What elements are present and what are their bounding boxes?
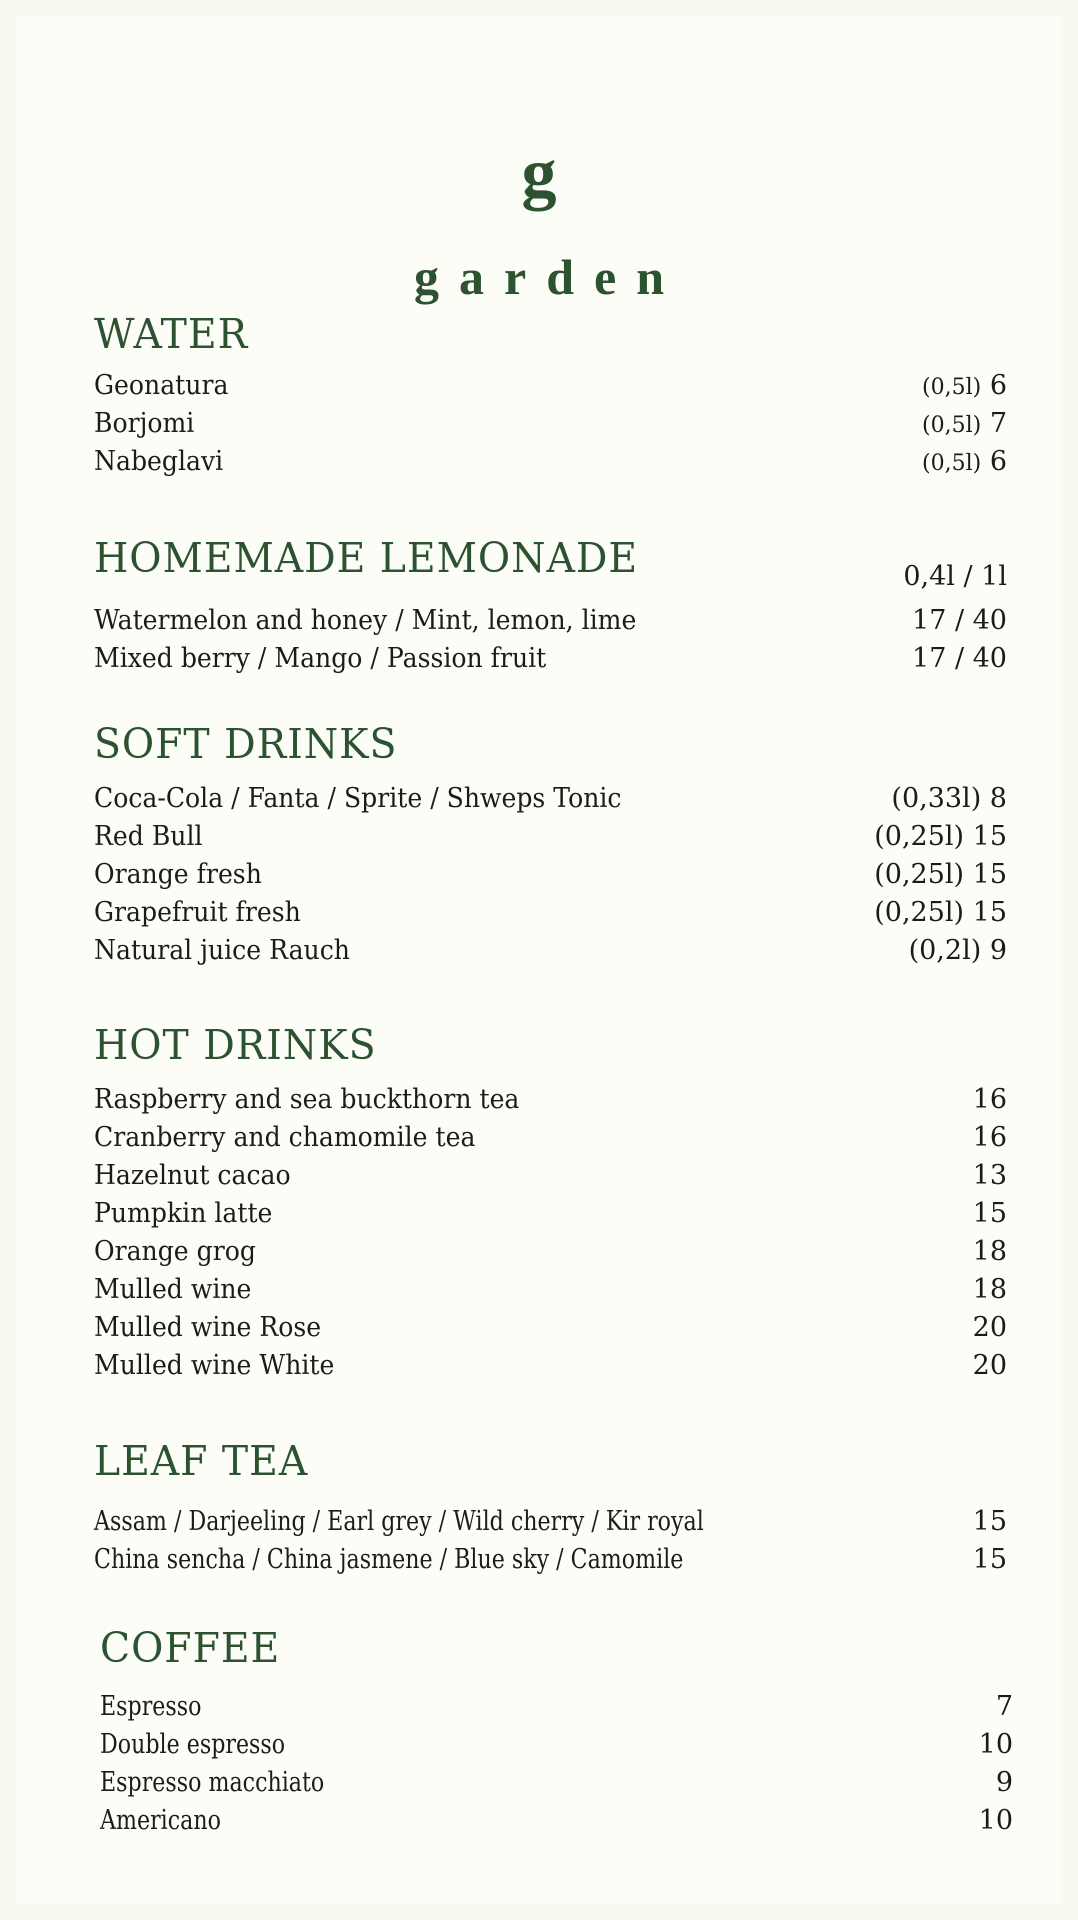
- item-price: 20: [972, 1312, 1007, 1343]
- item-price: 20: [972, 1350, 1007, 1381]
- menu-item: [94, 1157, 1007, 1195]
- item-name: Natural juice Rauch: [94, 935, 350, 966]
- item-price: 13: [972, 1160, 1007, 1191]
- item-name: Geonatura: [94, 370, 229, 401]
- section-title-soft-drinks: SOFT DRINKS: [94, 720, 398, 768]
- item-volume: (0,5l): [922, 413, 982, 438]
- menu-item: [100, 1688, 1013, 1726]
- section-title-coffee: COFFEE: [100, 1624, 281, 1672]
- menu-item: [94, 1081, 1007, 1119]
- menu-item: [94, 443, 1007, 481]
- item-price: (0,25l) 15: [874, 859, 1007, 890]
- item-price: 16: [972, 1122, 1007, 1153]
- item-price: 18: [972, 1236, 1007, 1267]
- item-name: Americano: [100, 1805, 221, 1836]
- item-price: [922, 367, 1007, 407]
- item-name: China sencha / China jasmene / Blue sky / Camomile: [94, 1544, 684, 1575]
- item-volume: (0,5l): [922, 375, 982, 400]
- menu-item: [94, 1541, 1007, 1579]
- section-soft-drinks: [94, 719, 1007, 970]
- menu-item: [94, 367, 1007, 405]
- item-name: Orange grog: [94, 1236, 256, 1267]
- section-title-water: WATER: [94, 310, 249, 358]
- item-price: 15: [972, 1198, 1007, 1229]
- brand-name: garden: [414, 249, 684, 305]
- menu-item: [94, 1119, 1007, 1157]
- item-name: Raspberry and sea buckthorn tea: [94, 1084, 520, 1115]
- item-name: Mulled wine White: [94, 1350, 335, 1381]
- item-name: Borjomi: [94, 408, 195, 439]
- section-title-hot-drinks: HOT DRINKS: [94, 1021, 377, 1069]
- menu-item: [100, 1802, 1013, 1840]
- lemonade-size-header: 0,4l / 1l: [903, 561, 1007, 592]
- menu-item: [94, 894, 1007, 932]
- garden-logo-icon: g: [521, 135, 557, 212]
- menu-item: [94, 932, 1007, 970]
- menu-item: [94, 1347, 1007, 1385]
- item-name: Hazelnut cacao: [94, 1160, 291, 1191]
- section-title-leaf-tea: LEAF TEA: [94, 1437, 309, 1485]
- item-price: 10: [978, 1805, 1013, 1836]
- item-price: [922, 405, 1007, 445]
- menu-item: [94, 818, 1007, 856]
- menu-item: [94, 1195, 1007, 1233]
- item-name: Mulled wine Rose: [94, 1312, 322, 1343]
- item-name: Orange fresh: [94, 859, 262, 890]
- menu-item: [94, 1233, 1007, 1271]
- item-price: 17 / 40: [912, 605, 1007, 636]
- item-name: Mulled wine: [94, 1274, 252, 1305]
- item-name: Watermelon and honey / Mint, lemon, lime: [94, 605, 637, 636]
- section-title-lemonade: HOMEMADE LEMONADE: [94, 534, 639, 582]
- menu-item: [94, 640, 1007, 678]
- section-hot-drinks: [94, 1020, 1007, 1385]
- item-price-value: 6: [989, 370, 1007, 401]
- menu-item: [94, 780, 1007, 818]
- item-name: Red Bull: [94, 821, 203, 852]
- item-volume: (0,5l): [922, 451, 982, 476]
- menu-item: [94, 856, 1007, 894]
- item-price: 9: [995, 1767, 1013, 1798]
- item-price: 10: [978, 1729, 1013, 1760]
- item-price: (0,25l) 15: [874, 821, 1007, 852]
- item-name: Espresso macchiato: [100, 1767, 325, 1798]
- item-price: 18: [972, 1274, 1007, 1305]
- item-price: (0,33l) 8: [891, 783, 1007, 814]
- section-homemade-lemonade: [94, 533, 1007, 678]
- menu-item: [94, 1503, 1007, 1541]
- menu-item: [94, 1309, 1007, 1347]
- item-price: 15: [972, 1506, 1007, 1537]
- menu-item: [94, 602, 1007, 640]
- item-price: 15: [972, 1544, 1007, 1575]
- menu-page: [17, 17, 1061, 1903]
- item-price: 17 / 40: [912, 643, 1007, 674]
- item-price: (0,2l) 9: [908, 935, 1007, 966]
- menu-item: [100, 1764, 1013, 1802]
- item-name: Grapefruit fresh: [94, 897, 301, 928]
- item-price-value: 7: [989, 408, 1007, 439]
- item-name: Double espresso: [100, 1729, 286, 1760]
- item-price: 7: [995, 1691, 1013, 1722]
- menu-item: [94, 405, 1007, 443]
- item-name: Assam / Darjeeling / Earl grey / Wild cherry / Kir royal: [94, 1506, 704, 1537]
- item-price: [922, 443, 1007, 483]
- item-price: 16: [972, 1084, 1007, 1115]
- item-name: Pumpkin latte: [94, 1198, 273, 1229]
- item-name: Cranberry and chamomile tea: [94, 1122, 476, 1153]
- item-name: Mixed berry / Mango / Passion fruit: [94, 643, 547, 674]
- item-name: Espresso: [100, 1691, 202, 1722]
- item-price: (0,25l) 15: [874, 897, 1007, 928]
- menu-item: [100, 1726, 1013, 1764]
- menu-item: [94, 1271, 1007, 1309]
- section-leaf-tea: [94, 1436, 1007, 1579]
- section-water: [94, 309, 1007, 481]
- item-price-value: 6: [989, 446, 1007, 477]
- item-name: Coca-Cola / Fanta / Sprite / Shweps Tonic: [94, 783, 622, 814]
- section-coffee: [100, 1623, 1013, 1840]
- item-name: Nabeglavi: [94, 446, 224, 477]
